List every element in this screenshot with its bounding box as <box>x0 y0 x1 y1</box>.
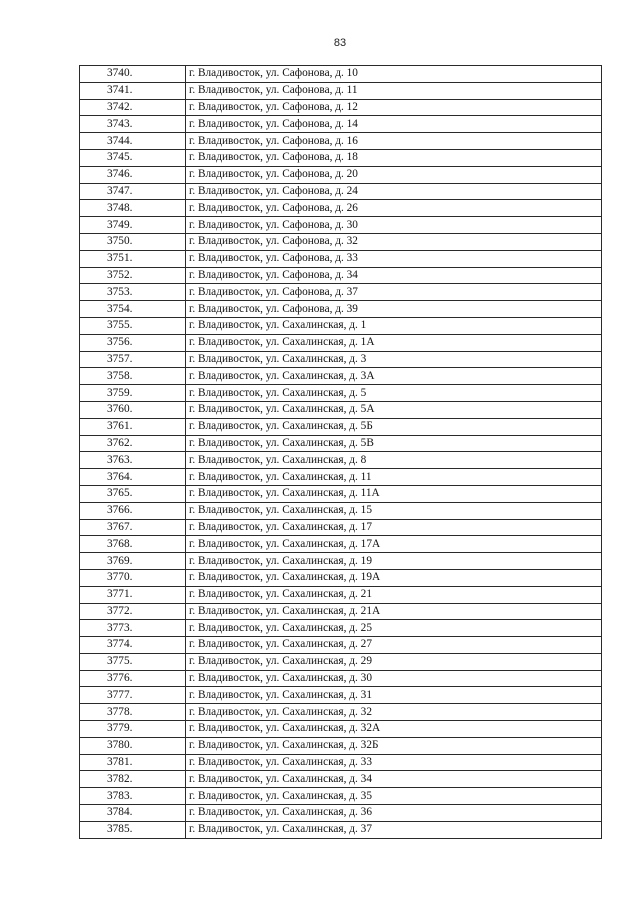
table-row <box>80 637 602 654</box>
address-cell: г. Владивосток, ул. Сафонова, д. 18 <box>186 149 602 166</box>
address-table-body <box>80 66 602 839</box>
address-cell: г. Владивосток, ул. Сафонова, д. 34 <box>186 267 602 284</box>
table-row <box>80 133 602 150</box>
row-number-cell: 3762. <box>80 435 186 452</box>
table-row <box>80 821 602 838</box>
table-row <box>80 553 602 570</box>
table-row <box>80 603 602 620</box>
row-number-cell: 3744. <box>80 133 186 150</box>
address-cell: г. Владивосток, ул. Сахалинская, д. 5А <box>186 401 602 418</box>
table-row <box>80 217 602 234</box>
row-number-cell: 3745. <box>80 149 186 166</box>
row-number-cell: 3782. <box>80 771 186 788</box>
row-number-cell: 3753. <box>80 284 186 301</box>
address-cell: г. Владивосток, ул. Сафонова, д. 37 <box>186 284 602 301</box>
row-number-cell: 3776. <box>80 670 186 687</box>
address-cell: г. Владивосток, ул. Сафонова, д. 14 <box>186 116 602 133</box>
row-number-cell: 3765. <box>80 485 186 502</box>
address-cell: г. Владивосток, ул. Сахалинская, д. 8 <box>186 452 602 469</box>
table-row <box>80 66 602 83</box>
row-number-cell: 3749. <box>80 217 186 234</box>
address-cell: г. Владивосток, ул. Сахалинская, д. 27 <box>186 637 602 654</box>
address-cell: г. Владивосток, ул. Сафонова, д. 12 <box>186 99 602 116</box>
table-row <box>80 586 602 603</box>
row-number-cell: 3783. <box>80 788 186 805</box>
row-number-cell: 3742. <box>80 99 186 116</box>
address-cell: г. Владивосток, ул. Сахалинская, д. 21 <box>186 586 602 603</box>
row-number-cell: 3771. <box>80 586 186 603</box>
row-number-cell: 3773. <box>80 620 186 637</box>
address-cell: г. Владивосток, ул. Сахалинская, д. 17 <box>186 519 602 536</box>
address-cell: г. Владивосток, ул. Сахалинская, д. 11А <box>186 485 602 502</box>
address-cell: г. Владивосток, ул. Сахалинская, д. 5 <box>186 385 602 402</box>
table-row <box>80 687 602 704</box>
address-cell: г. Владивосток, ул. Сафонова, д. 24 <box>186 183 602 200</box>
row-number-cell: 3754. <box>80 301 186 318</box>
row-number-cell: 3741. <box>80 82 186 99</box>
address-cell: г. Владивосток, ул. Сахалинская, д. 31 <box>186 687 602 704</box>
address-cell: г. Владивосток, ул. Сахалинская, д. 3А <box>186 368 602 385</box>
address-cell: г. Владивосток, ул. Сахалинская, д. 36 <box>186 805 602 822</box>
row-number-cell: 3750. <box>80 233 186 250</box>
address-cell: г. Владивосток, ул. Сахалинская, д. 21А <box>186 603 602 620</box>
address-cell: г. Владивосток, ул. Сахалинская, д. 37 <box>186 821 602 838</box>
address-cell: г. Владивосток, ул. Сахалинская, д. 33 <box>186 754 602 771</box>
table-row <box>80 788 602 805</box>
table-row <box>80 334 602 351</box>
address-cell: г. Владивосток, ул. Сахалинская, д. 32А <box>186 721 602 738</box>
table-row <box>80 301 602 318</box>
table-row <box>80 351 602 368</box>
address-cell: г. Владивосток, ул. Сахалинская, д. 30 <box>186 670 602 687</box>
table-row <box>80 284 602 301</box>
address-cell: г. Владивосток, ул. Сахалинская, д. 32 <box>186 704 602 721</box>
table-row <box>80 670 602 687</box>
address-cell: г. Владивосток, ул. Сахалинская, д. 15 <box>186 502 602 519</box>
address-cell: г. Владивосток, ул. Сафонова, д. 32 <box>186 233 602 250</box>
row-number-cell: 3751. <box>80 250 186 267</box>
row-number-cell: 3748. <box>80 200 186 217</box>
address-cell: г. Владивосток, ул. Сахалинская, д. 1 <box>186 317 602 334</box>
row-number-cell: 3757. <box>80 351 186 368</box>
table-row <box>80 99 602 116</box>
address-cell: г. Владивосток, ул. Сахалинская, д. 1А <box>186 334 602 351</box>
table-row <box>80 82 602 99</box>
row-number-cell: 3759. <box>80 385 186 402</box>
table-row <box>80 368 602 385</box>
address-cell: г. Владивосток, ул. Сафонова, д. 33 <box>186 250 602 267</box>
table-row <box>80 233 602 250</box>
table-row <box>80 502 602 519</box>
address-cell: г. Владивосток, ул. Сахалинская, д. 3 <box>186 351 602 368</box>
table-row <box>80 485 602 502</box>
row-number-cell: 3766. <box>80 502 186 519</box>
table-row <box>80 737 602 754</box>
table-row <box>80 771 602 788</box>
table-row <box>80 721 602 738</box>
table-row <box>80 435 602 452</box>
address-cell: г. Владивосток, ул. Сахалинская, д. 29 <box>186 653 602 670</box>
table-row <box>80 519 602 536</box>
address-cell: г. Владивосток, ул. Сахалинская, д. 19А <box>186 569 602 586</box>
address-table <box>79 65 602 839</box>
page-number: 83 <box>333 37 347 49</box>
row-number-cell: 3774. <box>80 637 186 654</box>
table-row <box>80 149 602 166</box>
table-row <box>80 317 602 334</box>
table-row <box>80 385 602 402</box>
address-cell: г. Владивосток, ул. Сафонова, д. 16 <box>186 133 602 150</box>
address-cell: г. Владивосток, ул. Сахалинская, д. 11 <box>186 469 602 486</box>
address-cell: г. Владивосток, ул. Сафонова, д. 11 <box>186 82 602 99</box>
address-cell: г. Владивосток, ул. Сафонова, д. 10 <box>186 66 602 83</box>
row-number-cell: 3764. <box>80 469 186 486</box>
row-number-cell: 3780. <box>80 737 186 754</box>
address-cell: г. Владивосток, ул. Сафонова, д. 30 <box>186 217 602 234</box>
table-row <box>80 267 602 284</box>
row-number-cell: 3763. <box>80 452 186 469</box>
row-number-cell: 3777. <box>80 687 186 704</box>
table-row <box>80 620 602 637</box>
table-row <box>80 250 602 267</box>
row-number-cell: 3784. <box>80 805 186 822</box>
row-number-cell: 3758. <box>80 368 186 385</box>
row-number-cell: 3785. <box>80 821 186 838</box>
address-cell: г. Владивосток, ул. Сахалинская, д. 34 <box>186 771 602 788</box>
address-cell: г. Владивосток, ул. Сахалинская, д. 5Б <box>186 418 602 435</box>
row-number-cell: 3775. <box>80 653 186 670</box>
row-number-cell: 3740. <box>80 66 186 83</box>
address-cell: г. Владивосток, ул. Сахалинская, д. 32Б <box>186 737 602 754</box>
address-cell: г. Владивосток, ул. Сахалинская, д. 5В <box>186 435 602 452</box>
address-cell: г. Владивосток, ул. Сахалинская, д. 19 <box>186 553 602 570</box>
address-cell: г. Владивосток, ул. Сахалинская, д. 17А <box>186 536 602 553</box>
table-row <box>80 166 602 183</box>
address-cell: г. Владивосток, ул. Сахалинская, д. 35 <box>186 788 602 805</box>
table-row <box>80 536 602 553</box>
table-row <box>80 754 602 771</box>
table-row <box>80 805 602 822</box>
row-number-cell: 3756. <box>80 334 186 351</box>
row-number-cell: 3772. <box>80 603 186 620</box>
row-number-cell: 3743. <box>80 116 186 133</box>
row-number-cell: 3761. <box>80 418 186 435</box>
row-number-cell: 3781. <box>80 754 186 771</box>
row-number-cell: 3760. <box>80 401 186 418</box>
row-number-cell: 3752. <box>80 267 186 284</box>
table-row <box>80 200 602 217</box>
table-row <box>80 653 602 670</box>
table-row <box>80 569 602 586</box>
row-number-cell: 3769. <box>80 553 186 570</box>
table-row <box>80 469 602 486</box>
row-number-cell: 3746. <box>80 166 186 183</box>
address-cell: г. Владивосток, ул. Сафонова, д. 20 <box>186 166 602 183</box>
table-row <box>80 183 602 200</box>
table-row <box>80 401 602 418</box>
table-row <box>80 704 602 721</box>
row-number-cell: 3767. <box>80 519 186 536</box>
row-number-cell: 3755. <box>80 317 186 334</box>
row-number-cell: 3779. <box>80 721 186 738</box>
address-cell: г. Владивосток, ул. Сафонова, д. 26 <box>186 200 602 217</box>
row-number-cell: 3768. <box>80 536 186 553</box>
row-number-cell: 3770. <box>80 569 186 586</box>
address-cell: г. Владивосток, ул. Сафонова, д. 39 <box>186 301 602 318</box>
row-number-cell: 3778. <box>80 704 186 721</box>
address-cell: г. Владивосток, ул. Сахалинская, д. 25 <box>186 620 602 637</box>
table-row <box>80 116 602 133</box>
table-row <box>80 418 602 435</box>
table-row <box>80 452 602 469</box>
row-number-cell: 3747. <box>80 183 186 200</box>
